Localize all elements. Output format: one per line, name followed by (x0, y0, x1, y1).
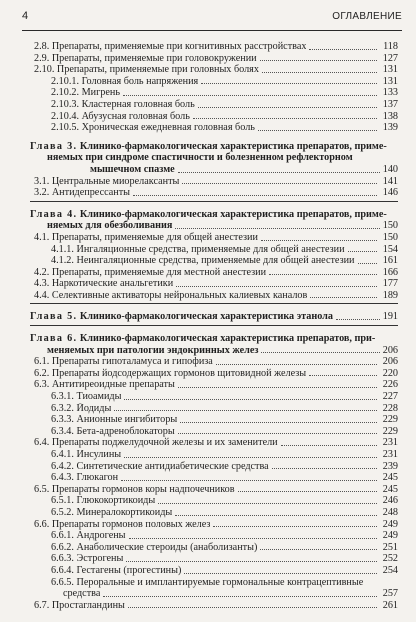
toc-page-number: 131 (382, 64, 398, 76)
toc-entry-text: 2.8. Препараты, применяемые при когнитивных расстройствах (34, 41, 307, 52)
leader-dots (178, 433, 377, 434)
toc-page-number: 150 (382, 231, 398, 243)
leader-dots (121, 480, 377, 481)
chapter-divider (30, 325, 398, 326)
toc-entry (30, 403, 398, 415)
toc-entry-text: 6.5.1. Глюкокортикоиды (51, 495, 156, 507)
toc-entry-text: 6.4. Препараты поджелудочной железы и их заменители (34, 437, 278, 449)
chapter-title-line: няемых при синдроме спастичности и болезненном рефлекторном (47, 152, 353, 164)
chapter-title-line: Клинико-фармакологическая характеристика препаратов, при- (79, 333, 376, 345)
toc-entry (30, 379, 398, 391)
toc-entry (30, 495, 398, 507)
toc-entry-text: 6.5.2. Минералокортикоиды (51, 506, 173, 518)
toc-entry (30, 600, 398, 612)
toc-page-number: 138 (382, 110, 398, 122)
toc-entry (30, 507, 398, 519)
toc-page-number: 251 (382, 541, 398, 553)
toc-entry-text: 4.3. Наркотические анальгетики (34, 278, 174, 290)
leader-dots (124, 457, 377, 458)
leader-dots (129, 538, 377, 539)
toc-page-number: 189 (382, 289, 398, 301)
toc-entry (30, 99, 398, 111)
toc-page-number: 248 (382, 506, 398, 518)
leader-dots (133, 195, 377, 196)
toc-entry (30, 461, 398, 473)
running-head (22, 10, 402, 26)
chapter-6-heading (30, 333, 398, 356)
toc-entry-text: 2.10.3. Кластерная головная боль (51, 98, 195, 110)
toc-page-number: 229 (382, 425, 398, 437)
toc-page-number: 249 (382, 518, 398, 530)
toc-entry (30, 553, 398, 565)
toc-entry-text: 3.1. Центральные миорелаксанты (34, 175, 180, 187)
toc-page-number: 127 (382, 52, 398, 64)
toc-entry-text: 2.10.2. Мигрень (51, 87, 120, 99)
toc-entry (30, 426, 398, 438)
toc-entry-text: 6.6.5. Пероральные и имплантируемые гормональные контрацептивные (51, 576, 364, 588)
chapter-label: Глава 5. (30, 311, 78, 323)
leader-dots (178, 172, 380, 173)
table-of-contents (30, 41, 398, 611)
leader-dots (114, 410, 377, 411)
toc-entry-text: 6.3.2. Йодиды (51, 402, 112, 414)
leader-dots (201, 83, 377, 84)
toc-page-number: 231 (382, 449, 398, 460)
running-title: ОГЛАВЛЕНИЕ (332, 11, 402, 22)
toc-entry-text: 2.9. Препараты, применяемые при головокружении (34, 52, 257, 64)
chapter-4-heading (30, 209, 398, 232)
toc-entry (30, 484, 398, 496)
leader-dots (281, 445, 377, 446)
leader-dots (178, 387, 377, 388)
toc-entry-text: 6.6.3. Эстрогены (51, 553, 124, 565)
toc-entry-text: 4.1.1. Ингаляционные средства, применяемые для общей анестезии (51, 243, 345, 255)
toc-entry-text: 4.2. Препараты, применяемые для местной анестезии (34, 266, 267, 278)
leader-dots (261, 240, 377, 241)
leader-dots (260, 549, 377, 550)
toc-page-number: 245 (382, 483, 398, 495)
toc-page-number: 261 (382, 599, 398, 611)
leader-dots (262, 72, 377, 73)
leader-dots (358, 263, 377, 264)
toc-page-number: 161 (382, 255, 398, 267)
toc-entry-text: 6.7. Простагландины (34, 599, 125, 611)
toc-entry-text: 6.6.4. Гестагены (прогестины) (51, 564, 182, 576)
toc-page-number: 146 (382, 187, 398, 199)
leader-dots (193, 118, 377, 119)
toc-page-number: 231 (382, 437, 398, 449)
leader-dots (309, 375, 377, 376)
chapter-title-line: мышечном спазме (90, 163, 175, 175)
toc-entry-text: 6.6.2. Анаболические стероиды (анаболизанты) (51, 541, 258, 553)
leader-dots (260, 60, 377, 61)
toc-entry-text: 2.10. Препараты, применяемые при головных болях (34, 64, 259, 76)
toc-entry (30, 244, 398, 256)
toc-page-number: 137 (382, 98, 398, 110)
toc-entry (30, 76, 398, 88)
toc-entry-text: 6.5. Препараты гормонов коры надпочечников (34, 483, 235, 495)
toc-page-number: 226 (382, 379, 398, 391)
toc-entry (30, 53, 398, 65)
toc-entry (30, 368, 398, 380)
leader-dots (103, 596, 377, 597)
toc-entry-text: 6.2. Препараты йодсодержащих гормонов щитовидной железы (34, 367, 307, 379)
leader-dots (182, 183, 377, 184)
leader-dots (175, 515, 377, 516)
toc-entry (30, 414, 398, 426)
toc-entry (30, 187, 398, 199)
toc-page-number: 131 (382, 75, 398, 87)
toc-entry (30, 278, 398, 290)
toc-page-number: 254 (382, 564, 398, 576)
leader-dots (126, 561, 377, 562)
leader-dots (269, 274, 377, 275)
toc-page-number: 252 (382, 553, 398, 565)
leader-dots (128, 607, 377, 608)
toc-page-number: 239 (382, 460, 398, 472)
toc-page-number: 177 (382, 278, 398, 290)
chapter-divider (30, 201, 398, 202)
leader-dots (216, 364, 377, 365)
leader-dots (261, 352, 379, 353)
toc-entry-text: 2.10.5. Хроническая ежедневная головная боль (51, 122, 255, 134)
toc-entry (30, 255, 398, 267)
toc-entry-text: 6.1. Препараты гипоталамуса и гипофиза (34, 356, 213, 368)
chapter-title-line: Клинико-фармакологическая характеристика этанола (79, 311, 333, 323)
toc-page-number: 141 (382, 175, 398, 187)
chapter-title-line: Клинико-фармакологическая характеристика препаратов, приме- (79, 208, 387, 220)
leader-dots (180, 422, 377, 423)
leader-dots (198, 107, 377, 108)
leader-dots (184, 573, 377, 574)
leader-dots (336, 319, 380, 320)
toc-entry-text: 6.3.4. Бета-адреноблокаторы (51, 425, 175, 437)
toc-page-number: 227 (382, 391, 398, 403)
section-4-entries (30, 232, 398, 302)
toc-page-number: 191 (382, 311, 398, 323)
toc-entry-text: 2.10.1. Головная боль напряжения (51, 75, 199, 87)
toc-entry-text: средства (63, 588, 101, 600)
leader-dots (310, 297, 377, 298)
toc-page-number: 257 (382, 588, 398, 600)
toc-page-number: 245 (382, 472, 398, 484)
toc-entry (30, 232, 398, 244)
toc-entry (30, 519, 398, 531)
leader-dots (158, 503, 377, 504)
toc-entry-text: 6.4.1. Инсулины (51, 449, 122, 460)
toc-entry (30, 122, 398, 134)
toc-entry (30, 356, 398, 368)
chapter-label: Глава 3. (30, 140, 78, 152)
chapter-5-heading (30, 311, 398, 323)
toc-entry (30, 87, 398, 99)
header-rule (22, 30, 402, 31)
leader-dots (272, 468, 377, 469)
chapter-label: Глава 4. (30, 208, 78, 220)
toc-entry (30, 437, 398, 449)
toc-entry-text: 6.6. Препараты гормонов половых желез (34, 518, 211, 530)
toc-entry (30, 290, 398, 302)
toc-page-number: 228 (382, 402, 398, 414)
toc-page-number: 118 (383, 41, 398, 52)
toc-page-number: 220 (382, 367, 398, 379)
section-2-entries (30, 41, 398, 134)
toc-page-number: 150 (382, 220, 398, 232)
page-number: 4 (22, 10, 29, 22)
toc-entry (30, 530, 398, 542)
leader-dots (213, 526, 377, 527)
toc-page-number: 246 (382, 495, 398, 507)
chapter-title-line: няемых для обезболивания (47, 220, 173, 232)
leader-dots (238, 491, 377, 492)
toc-page-number: 229 (382, 414, 398, 426)
chapter-label: Глава 6. (30, 333, 78, 345)
toc-entry (30, 472, 398, 484)
toc-entry-text: 3.2. Антидепрессанты (34, 187, 131, 199)
toc-page-number: 249 (382, 530, 398, 542)
toc-page-number: 140 (382, 163, 398, 175)
toc-page-number: 166 (382, 266, 398, 278)
leader-dots (176, 286, 377, 287)
toc-entry-text: 6.6.1. Андрогены (51, 530, 126, 542)
toc-page-number: 139 (382, 122, 398, 134)
toc-entry-text: 6.3. Антитиреоидные препараты (34, 379, 175, 391)
chapter-divider (30, 303, 398, 304)
toc-entry (30, 542, 398, 554)
leader-dots (175, 228, 379, 229)
toc-entry (30, 64, 398, 76)
toc-entry (30, 391, 398, 403)
section-6-entries (30, 356, 398, 576)
toc-entry-text: 4.4. Селективные активаторы нейрональных калиевых каналов (34, 289, 308, 301)
chapter-title-line: Клинико-фармакологическая характеристика препаратов, приме- (79, 140, 387, 152)
chapter-title-line: меняемых при патологии эндокринных желез (47, 344, 259, 356)
leader-dots (309, 49, 377, 50)
section-3-entries (30, 176, 398, 199)
toc-entry (30, 267, 398, 279)
toc-entry-text: 6.3.1. Тиоамиды (51, 391, 122, 403)
toc-page-number: 154 (382, 243, 398, 255)
toc-entry-text: 2.10.4. Абузусная головная боль (51, 110, 190, 122)
toc-entry (30, 41, 398, 53)
toc-entry-multiline (30, 577, 398, 600)
toc-entry (30, 565, 398, 577)
toc-entry-text: 6.4.2. Синтетические антидиабетические средства (51, 460, 269, 472)
toc-entry-text: 4.1. Препараты, применяемые для общей анестезии (34, 231, 258, 243)
toc-entry (30, 449, 398, 461)
leader-dots (258, 130, 377, 131)
toc-entry (30, 111, 398, 123)
toc-entry-text: 6.3.3. Анионные ингибиторы (51, 414, 178, 426)
toc-entry-text: 6.4.3. Глюкагон (51, 472, 119, 484)
leader-dots (123, 95, 377, 96)
toc-page-number: 206 (382, 344, 398, 356)
chapter-3-heading (30, 141, 398, 176)
toc-entry-text: 4.1.2. Неингаляционные средства, применяемые для общей анестезии (51, 255, 355, 267)
toc-page-number: 206 (382, 356, 398, 368)
toc-entry (30, 176, 398, 188)
toc-page-number: 133 (382, 87, 398, 99)
leader-dots (348, 251, 377, 252)
leader-dots (124, 399, 377, 400)
